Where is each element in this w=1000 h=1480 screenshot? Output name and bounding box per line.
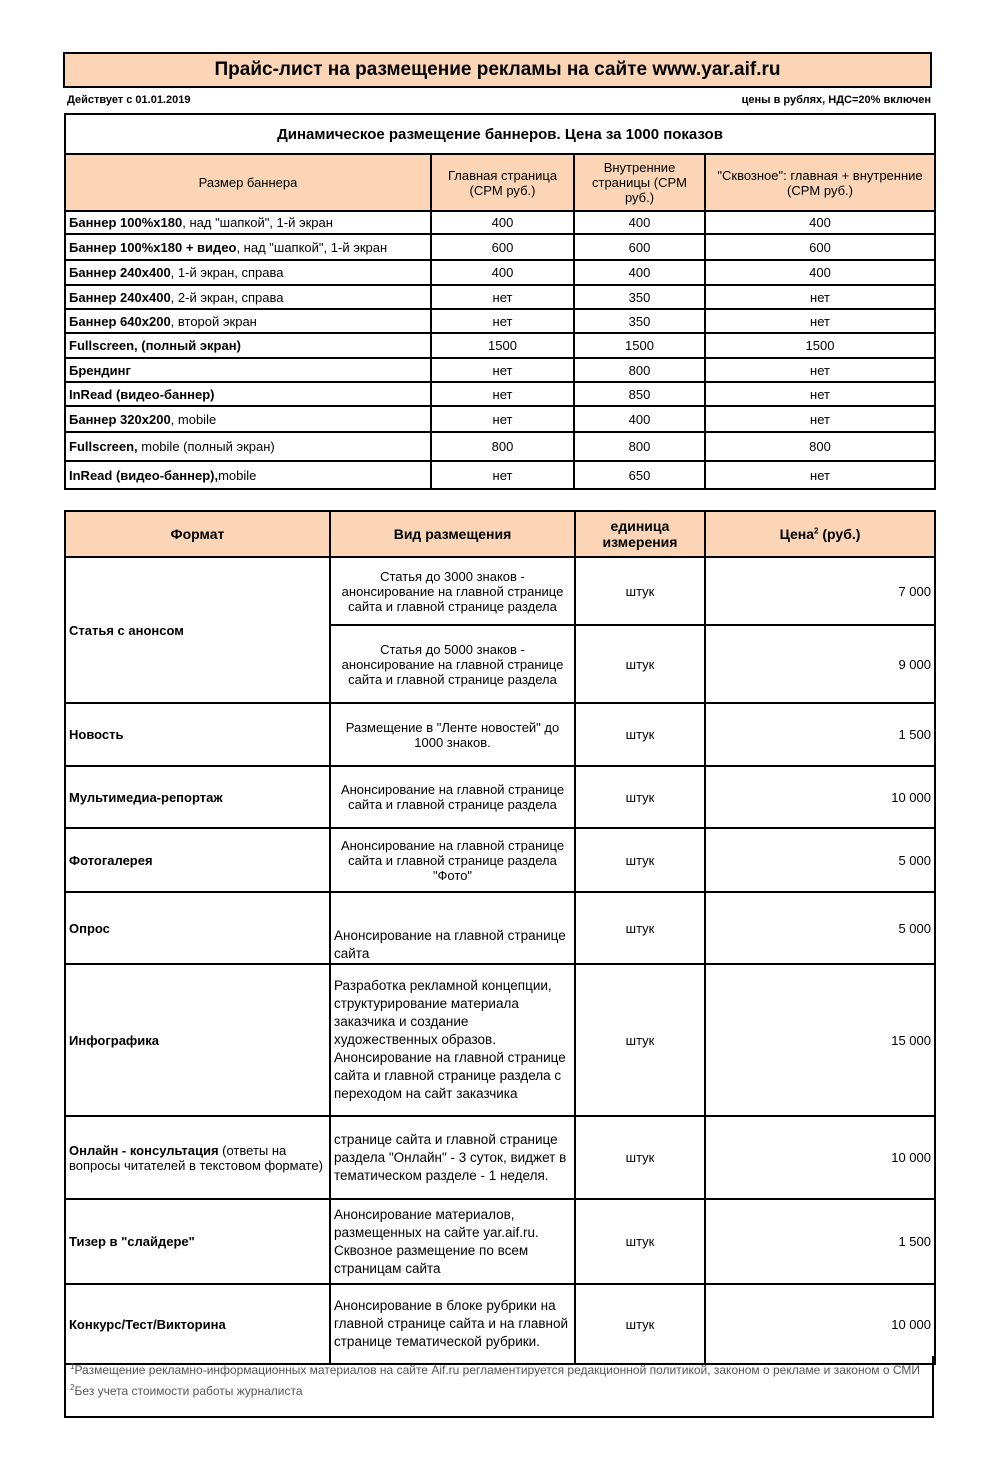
format-name: Онлайн - консультация xyxy=(69,1142,219,1158)
cpm-cell: нет xyxy=(705,309,935,333)
price-cell: 7 000 xyxy=(705,557,935,625)
cpm-cell: 850 xyxy=(574,382,705,406)
banner-detail: , 1-й экран, справа xyxy=(170,265,284,280)
banner-name: Баннер 240х400 xyxy=(69,265,171,280)
cpm-cell: 400 xyxy=(705,211,935,234)
banner-size-cell xyxy=(65,309,431,333)
cpm-cell: 400 xyxy=(574,211,705,234)
format-cell xyxy=(65,766,330,828)
col-header-main: Главная страница (CPM руб.) xyxy=(431,154,574,211)
cpm-cell: 650 xyxy=(574,461,705,489)
price-footnote-mark: 2 xyxy=(814,526,819,536)
cpm-cell: 400 xyxy=(574,406,705,432)
cpm-cell: нет xyxy=(705,382,935,406)
banner-detail: mobile (полный экран) xyxy=(137,439,275,454)
cpm-cell: нет xyxy=(705,285,935,309)
cpm-cell: 350 xyxy=(574,309,705,333)
price-suffix: (руб.) xyxy=(818,526,861,542)
dynamic-banner-table xyxy=(64,113,936,490)
format-cell xyxy=(65,1284,330,1364)
format-name: Инфографика xyxy=(69,1032,160,1048)
format-row xyxy=(65,1284,935,1364)
format-cell xyxy=(65,964,330,1116)
unit-cell: штук xyxy=(575,625,705,703)
placement-cell: Размещение в "Ленте новостей" до 1000 знаков. xyxy=(330,703,575,766)
cpm-cell: 1500 xyxy=(431,333,574,358)
unit-cell: штук xyxy=(575,1284,705,1364)
cpm-cell: нет xyxy=(705,461,935,489)
banner-size-cell xyxy=(65,211,431,234)
banner-size-cell xyxy=(65,333,431,358)
price-cell: 10 000 xyxy=(705,766,935,828)
cpm-cell: 800 xyxy=(431,432,574,461)
banner-name: Баннер 100%х180 xyxy=(69,215,183,230)
format-name: Новость xyxy=(69,727,124,742)
cpm-cell: 800 xyxy=(574,432,705,461)
format-name: Мультимедиа-репортаж xyxy=(69,789,223,805)
banner-row xyxy=(65,406,935,432)
footnote-2-text: Без учета стоимости работы журналиста xyxy=(74,1384,303,1398)
placement-cell: Анонсирование в блоке рубрики на главной странице сайта и на главной странице тематической рубрики. xyxy=(330,1284,575,1364)
unit-cell: штук xyxy=(575,766,705,828)
format-name: Фотогалерея xyxy=(69,852,153,868)
banner-row xyxy=(65,260,935,285)
price-cell: 1 500 xyxy=(705,1199,935,1284)
price-cell: 15 000 xyxy=(705,964,935,1116)
cpm-cell: нет xyxy=(431,309,574,333)
cpm-cell: 1500 xyxy=(705,333,935,358)
banner-detail: , mobile xyxy=(170,411,217,427)
placement-cell: странице сайта и главной странице раздела "Онлайн" - 3 суток, виджет в тематическом разделе - 1 неделя. xyxy=(330,1116,575,1199)
banner-row xyxy=(65,234,935,260)
banner-detail: mobile xyxy=(218,467,257,483)
footnote-1-mark: 1 xyxy=(70,1362,75,1371)
format-row xyxy=(65,892,935,964)
banner-row xyxy=(65,382,935,406)
cpm-cell: нет xyxy=(431,285,574,309)
format-cell xyxy=(65,703,330,766)
col-header-placement: Вид размещения xyxy=(330,511,575,557)
cpm-cell: 800 xyxy=(574,358,705,382)
price-cell: 5 000 xyxy=(705,828,935,892)
banner-size-cell xyxy=(65,406,431,432)
banner-row xyxy=(65,333,935,358)
banner-size-cell xyxy=(65,234,431,260)
unit-cell: штук xyxy=(575,703,705,766)
price-cell: 10 000 xyxy=(705,1284,935,1364)
format-rows xyxy=(65,703,935,1364)
valid-from: Действует с 01.01.2019 xyxy=(67,94,191,106)
dynamic-rows xyxy=(65,211,935,489)
price-cell: 1 500 xyxy=(705,703,935,766)
cpm-cell: нет xyxy=(431,461,574,489)
banner-name: Брендинг xyxy=(69,362,131,378)
cpm-cell: 600 xyxy=(705,234,935,260)
format-row xyxy=(65,1116,935,1199)
format-cell xyxy=(65,1199,330,1284)
cpm-cell: 400 xyxy=(431,211,574,234)
format-name: Конкурс/Тест/Викторина xyxy=(69,1316,226,1332)
banner-row xyxy=(65,432,935,461)
banner-size-cell xyxy=(65,432,431,461)
banner-name: Баннер 640х200 xyxy=(69,313,171,329)
col-header-format: Формат xyxy=(65,511,330,557)
format-row xyxy=(65,766,935,828)
format-cell: Статья с анонсом xyxy=(65,557,330,703)
format-name: Тизер в "слайдере" xyxy=(69,1234,195,1249)
cpm-cell: 400 xyxy=(705,260,935,285)
format-cell xyxy=(65,1116,330,1199)
unit-cell: штук xyxy=(575,1116,705,1199)
cpm-cell: нет xyxy=(431,358,574,382)
format-detail: (ответы на вопросы читателей в текстовом формате) xyxy=(69,1142,323,1173)
footnote-2 xyxy=(70,1379,928,1400)
price-cell: 5 000 xyxy=(705,892,935,964)
cpm-cell: 400 xyxy=(574,260,705,285)
footnotes xyxy=(64,1356,934,1418)
col-header-inner: Внутренние страницы (CPM руб.) xyxy=(574,154,705,211)
placement-cell: Анонсирование на главной странице сайта и главной странице раздела "Фото" xyxy=(330,828,575,892)
banner-size-cell xyxy=(65,260,431,285)
banner-detail: , над "шапкой", 1-й экран xyxy=(236,239,388,255)
col-header-size: Размер баннера xyxy=(65,154,431,211)
banner-name: InRead (видео-баннер), xyxy=(69,467,219,483)
format-row xyxy=(65,828,935,892)
cpm-cell: 800 xyxy=(705,432,935,461)
banner-detail: , над "шапкой", 1-й экран xyxy=(182,215,333,230)
banner-size-cell xyxy=(65,382,431,406)
format-cell xyxy=(65,892,330,964)
banner-detail: , второй экран xyxy=(170,313,257,329)
placement-cell: Анонсирование на главной странице сайта и главной странице раздела xyxy=(330,766,575,828)
cpm-cell: 400 xyxy=(431,260,574,285)
banner-size-cell xyxy=(65,285,431,309)
cpm-cell: нет xyxy=(705,406,935,432)
footnote-1-text: Размещение рекламно-информационных материалов на сайте Aif.ru регламентируется редакционной политикой, законом о рекламе и законом о СМИ xyxy=(74,1363,920,1377)
cpm-cell: нет xyxy=(705,358,935,382)
formats-table xyxy=(64,510,936,1365)
price-cell: 10 000 xyxy=(705,1116,935,1199)
banner-detail: , 2-й экран, справа xyxy=(170,289,284,305)
price-label: Цена xyxy=(779,526,815,542)
unit-cell: штук xyxy=(575,964,705,1116)
banner-size-cell xyxy=(65,461,431,489)
format-row xyxy=(65,1199,935,1284)
banner-name: Fullscreen, (полный экран) xyxy=(69,338,241,353)
unit-cell: штук xyxy=(575,1199,705,1284)
unit-cell: штук xyxy=(575,557,705,625)
unit-cell: штук xyxy=(575,892,705,964)
cpm-cell: нет xyxy=(431,382,574,406)
format-row xyxy=(65,964,935,1116)
col-header-price xyxy=(705,511,935,557)
footnote-2-mark: 2 xyxy=(70,1383,75,1392)
banner-row xyxy=(65,358,935,382)
col-header-unit: единица измерения xyxy=(575,511,705,557)
cpm-cell: нет xyxy=(431,406,574,432)
banner-size-cell xyxy=(65,358,431,382)
placement-cell: Статья до 5000 знаков - анонсирование на главной странице сайта и главной странице раздела xyxy=(330,625,575,703)
col-header-through: "Сквозное": главная + внутренние (CPM руб.) xyxy=(705,154,935,211)
cpm-cell: 1500 xyxy=(574,333,705,358)
unit-cell: штук xyxy=(575,828,705,892)
placement-cell: Разработка рекламной концепции, структурирование материала заказчика и создание художественных образов. Анонсирование на главной странице сайта и главной странице раздела с переходом на сайт заказчика xyxy=(330,964,575,1116)
footnote-1 xyxy=(70,1358,928,1379)
banner-name: Баннер 100%х180 + видео xyxy=(69,239,237,255)
banner-row xyxy=(65,211,935,234)
placement-cell: Анонсирование материалов, размещенных на сайте yar.aif.ru. Сквозное размещение по всем страницам сайта xyxy=(330,1199,575,1284)
format-row xyxy=(65,703,935,766)
price-cell: 9 000 xyxy=(705,625,935,703)
page-title: Прайс-лист на размещение рекламы на сайте www.yar.aif.ru xyxy=(63,52,932,88)
banner-row xyxy=(65,309,935,333)
banner-row xyxy=(65,461,935,489)
banner-name: Баннер 320х200 xyxy=(69,411,171,427)
cpm-cell: 600 xyxy=(574,234,705,260)
banner-name: InRead (видео-баннер) xyxy=(69,386,215,402)
section-title: Динамическое размещение баннеров. Цена за 1000 показов xyxy=(65,114,935,154)
format-cell xyxy=(65,828,330,892)
banner-name: Fullscreen, xyxy=(69,439,138,454)
format-name: Опрос xyxy=(69,920,110,936)
cpm-cell: 600 xyxy=(431,234,574,260)
cpm-cell: 350 xyxy=(574,285,705,309)
banner-row xyxy=(65,285,935,309)
banner-name: Баннер 240х400 xyxy=(69,289,171,305)
vat-note: цены в рублях, НДС=20% включен xyxy=(741,94,931,106)
placement-cell: Анонсирование на главной странице сайта xyxy=(330,892,575,964)
placement-cell: Статья до 3000 знаков - анонсирование на главной странице сайта и главной странице раздела xyxy=(330,557,575,625)
